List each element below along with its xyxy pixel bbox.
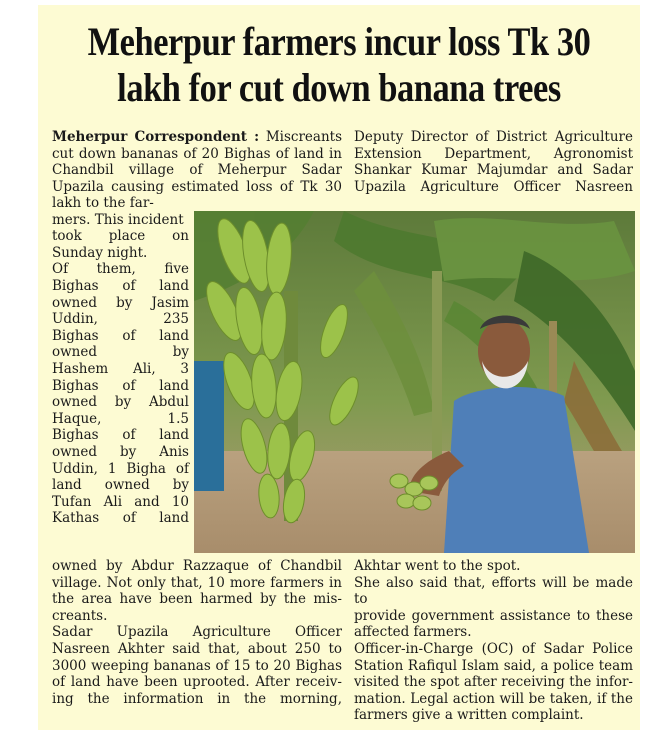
text-line: took place on: [52, 228, 189, 245]
text-line: Extension Department, Agronomist: [354, 145, 633, 162]
text-line: owned by Anis: [52, 443, 189, 460]
text-line: mers. This incident: [52, 211, 184, 228]
text-line: village. Not only that, 10 more farmers in: [52, 574, 342, 591]
text-line: creants.: [52, 607, 108, 624]
text-line: cut down bananas of 20 Bighas of land in: [52, 145, 342, 162]
text-line: the area have been harmed by the mis-: [52, 591, 342, 608]
byline: Meherpur Correspondent :: [52, 129, 260, 145]
column-1-top: [52, 129, 342, 195]
column-1-narrow: [52, 195, 189, 527]
text-line: Uddin, 1 Bigha of: [52, 460, 189, 477]
text-line: ing the information in the morning,: [52, 690, 342, 707]
news-clipping: [38, 5, 640, 730]
text-line: Bighas of land: [52, 427, 189, 444]
text-line: Of them, five: [52, 261, 189, 278]
headline-line-2: lakh for cut down banana trees: [117, 65, 561, 110]
text-line: Haque, 1.5: [52, 410, 189, 427]
text-line: farmers give a written complaint.: [354, 707, 584, 724]
text-line: Sunday night.: [52, 244, 148, 261]
text-line: Station Rafiqul Islam said, a police team: [354, 657, 633, 674]
text-line: Bighas of land: [52, 327, 189, 344]
text-line: of land have been uprooted. After receiv-: [52, 674, 342, 691]
text-line: lakh to the far-: [52, 195, 154, 211]
text-line: Kathas of land: [52, 510, 189, 527]
text-line: owned by Abdur Razzaque of Chandbil: [52, 558, 342, 574]
headline: [80, 19, 598, 111]
text-line: Deputy Director of District Agriculture: [354, 129, 633, 145]
text-line: affected farmers.: [354, 624, 472, 641]
text-line: owned by: [52, 344, 189, 361]
text-line: land owned by: [52, 477, 189, 494]
text-line: Upazila causing estimated loss of Tk 30: [52, 178, 342, 195]
text-line: Chandbil village of Meherpur Sadar: [52, 162, 342, 179]
photo-illustration: [194, 211, 635, 553]
column-2-top: [354, 129, 633, 195]
text-line: Uddin, 235: [52, 311, 189, 328]
text-line: Bighas of land: [52, 377, 189, 394]
text-line: Upazila Agriculture Officer Nasreen: [354, 178, 633, 195]
text-line: Tufan Ali and 10: [52, 493, 189, 510]
text-line: [52, 129, 342, 146]
text-line: mation. Legal action will be taken, if the: [354, 690, 633, 707]
text-line: Officer-in-Charge (OC) of Sadar Police: [354, 640, 633, 657]
text-line: Bighas of land: [52, 277, 189, 294]
text-line: Hashem Ali, 3: [52, 360, 189, 377]
text-line: provide government assistance to these: [354, 607, 633, 624]
column-2-bottom: [354, 558, 633, 724]
text-line: Nasreen Akhter said that, about 250 to: [52, 640, 342, 657]
text-line: 3000 weeping bananas of 15 to 20 Bighas: [52, 657, 342, 674]
text-line: She also said that, efforts will be made to: [354, 574, 633, 608]
banana-farmer-photo: [194, 211, 635, 553]
headline-line-1: Meherpur farmers incur loss Tk 30: [87, 19, 591, 64]
person-left: [194, 361, 224, 491]
column-1-bottom: [52, 558, 342, 707]
text-line: Shankar Kumar Majumdar and Sadar: [354, 162, 633, 179]
text-line: owned by Abdul: [52, 394, 189, 411]
text-line: visited the spot after receiving the infor-: [354, 674, 633, 691]
text-line: Akhtar went to the spot.: [354, 558, 521, 574]
text-segment: Miscreants: [259, 129, 342, 145]
text-line: owned by Jasim: [52, 294, 189, 311]
text-line: Sadar Upazila Agriculture Officer: [52, 624, 342, 641]
